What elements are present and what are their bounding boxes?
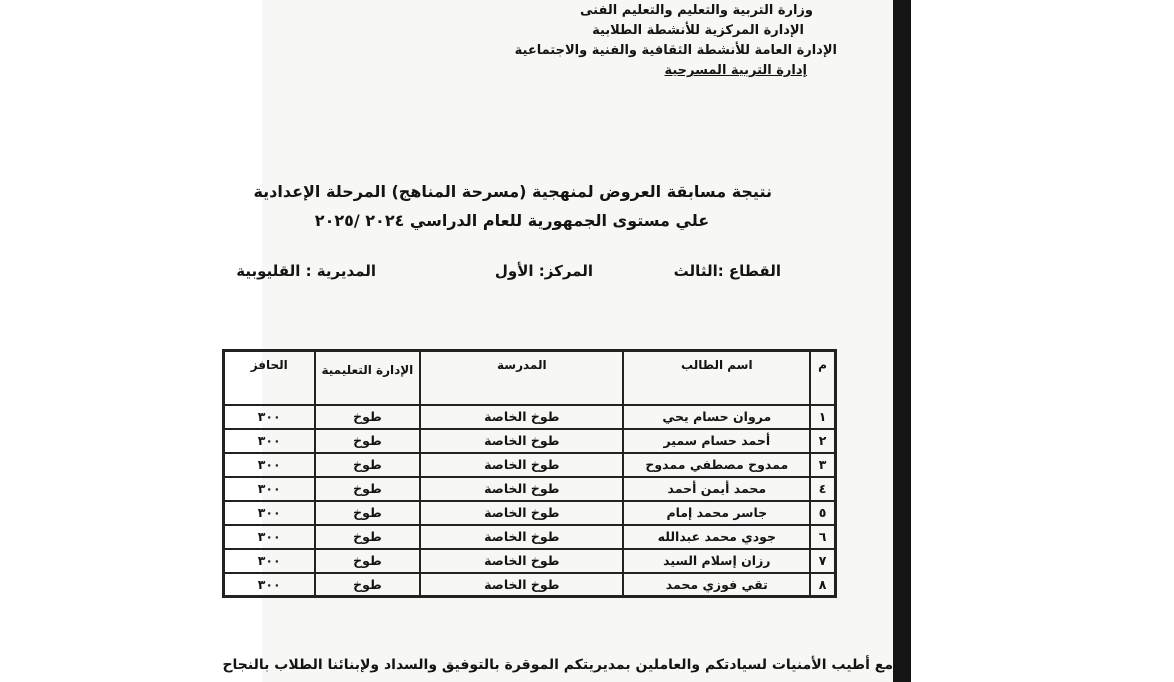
table-row — [224, 477, 836, 501]
row-student-name: رزان إسلام السيد — [623, 549, 810, 573]
header-admin: الإدارة التعليمية — [315, 351, 421, 405]
row-school: طوخ الخاصة — [420, 525, 623, 549]
row-student-name: محمد أيمن أحمد — [623, 477, 810, 501]
row-no: ٥ — [810, 501, 835, 525]
row-school: طوخ الخاصة — [420, 477, 623, 501]
row-admin: طوخ — [315, 453, 421, 477]
row-no: ١ — [810, 405, 835, 429]
row-no: ٣ — [810, 453, 835, 477]
row-incentive: ٣٠٠ — [224, 501, 315, 525]
row-school: طوخ الخاصة — [420, 453, 623, 477]
row-incentive: ٣٠٠ — [224, 429, 315, 453]
row-student-name: جودي محمد عبدالله — [623, 525, 810, 549]
row-no: ٧ — [810, 549, 835, 573]
row-school: طوخ الخاصة — [420, 405, 623, 429]
row-incentive: ٣٠٠ — [224, 453, 315, 477]
ministry-name: وزارة التربية والتعليم والتعليم الفنى — [580, 3, 813, 18]
dark-edge-bar — [893, 0, 911, 682]
row-admin: طوخ — [315, 429, 421, 453]
row-no: ٤ — [810, 477, 835, 501]
central-administration: الإدارة المركزية للأنشطة الطلابية — [592, 23, 804, 38]
document-title: نتيجة مسابقة العروض لمنهجية (مسرحة المناهج) المرحلة الإعدادية — [253, 182, 772, 201]
row-admin: طوخ — [315, 477, 421, 501]
row-student-name: ممدوح مصطفي ممدوح — [623, 453, 810, 477]
row-no: ٦ — [810, 525, 835, 549]
row-incentive: ٣٠٠ — [224, 405, 315, 429]
header-incentive: الحافز — [224, 351, 315, 405]
header-school: المدرسة — [420, 351, 623, 405]
directorate-label: المديرية : القليوبية — [236, 262, 376, 280]
row-incentive: ٣٠٠ — [224, 525, 315, 549]
table-row — [224, 573, 836, 597]
header-no: م — [810, 351, 835, 405]
row-student-name: مروان حسام يحي — [623, 405, 810, 429]
table-row — [224, 429, 836, 453]
document-subtitle: علي مستوى الجمهورية للعام الدراسي ٢٠٢٤ /٢٠٢٥ — [314, 211, 710, 230]
row-admin: طوخ — [315, 501, 421, 525]
row-student-name: تقي فوزي محمد — [623, 573, 810, 597]
table-row — [224, 453, 836, 477]
row-no: ٢ — [810, 429, 835, 453]
row-admin: طوخ — [315, 549, 421, 573]
row-school: طوخ الخاصة — [420, 549, 623, 573]
sector-label: القطاع :الثالث — [673, 262, 781, 280]
row-incentive: ٣٠٠ — [224, 549, 315, 573]
center-label: المركز: الأول — [494, 262, 593, 280]
table-row — [224, 405, 836, 429]
row-admin: طوخ — [315, 525, 421, 549]
table-header-row — [224, 351, 836, 405]
row-incentive: ٣٠٠ — [224, 477, 315, 501]
row-incentive: ٣٠٠ — [224, 573, 315, 597]
general-administration: الإدارة العامة للأنشطة الثقافية والفنية والاجتماعية — [514, 43, 837, 58]
closing-wishes: مع أطيب الأمنيات لسيادتكم والعاملين بمديريتكم الموقرة بالتوفيق والسداد ولإبنائنا الطلاب بالنجاح — [222, 657, 893, 673]
table-row — [224, 525, 836, 549]
row-no: ٨ — [810, 573, 835, 597]
table-row — [224, 549, 836, 573]
header-student-name: اسم الطالب — [623, 351, 810, 405]
document-page — [222, 0, 893, 682]
table-row — [224, 501, 836, 525]
row-student-name: أحمد حسام سمير — [623, 429, 810, 453]
row-admin: طوخ — [315, 573, 421, 597]
theatre-department: إدارة التربية المسرحية — [664, 63, 807, 78]
results-table — [222, 349, 837, 598]
row-school: طوخ الخاصة — [420, 501, 623, 525]
row-admin: طوخ — [315, 405, 421, 429]
row-student-name: جاسر محمد إمام — [623, 501, 810, 525]
row-school: طوخ الخاصة — [420, 573, 623, 597]
row-school: طوخ الخاصة — [420, 429, 623, 453]
